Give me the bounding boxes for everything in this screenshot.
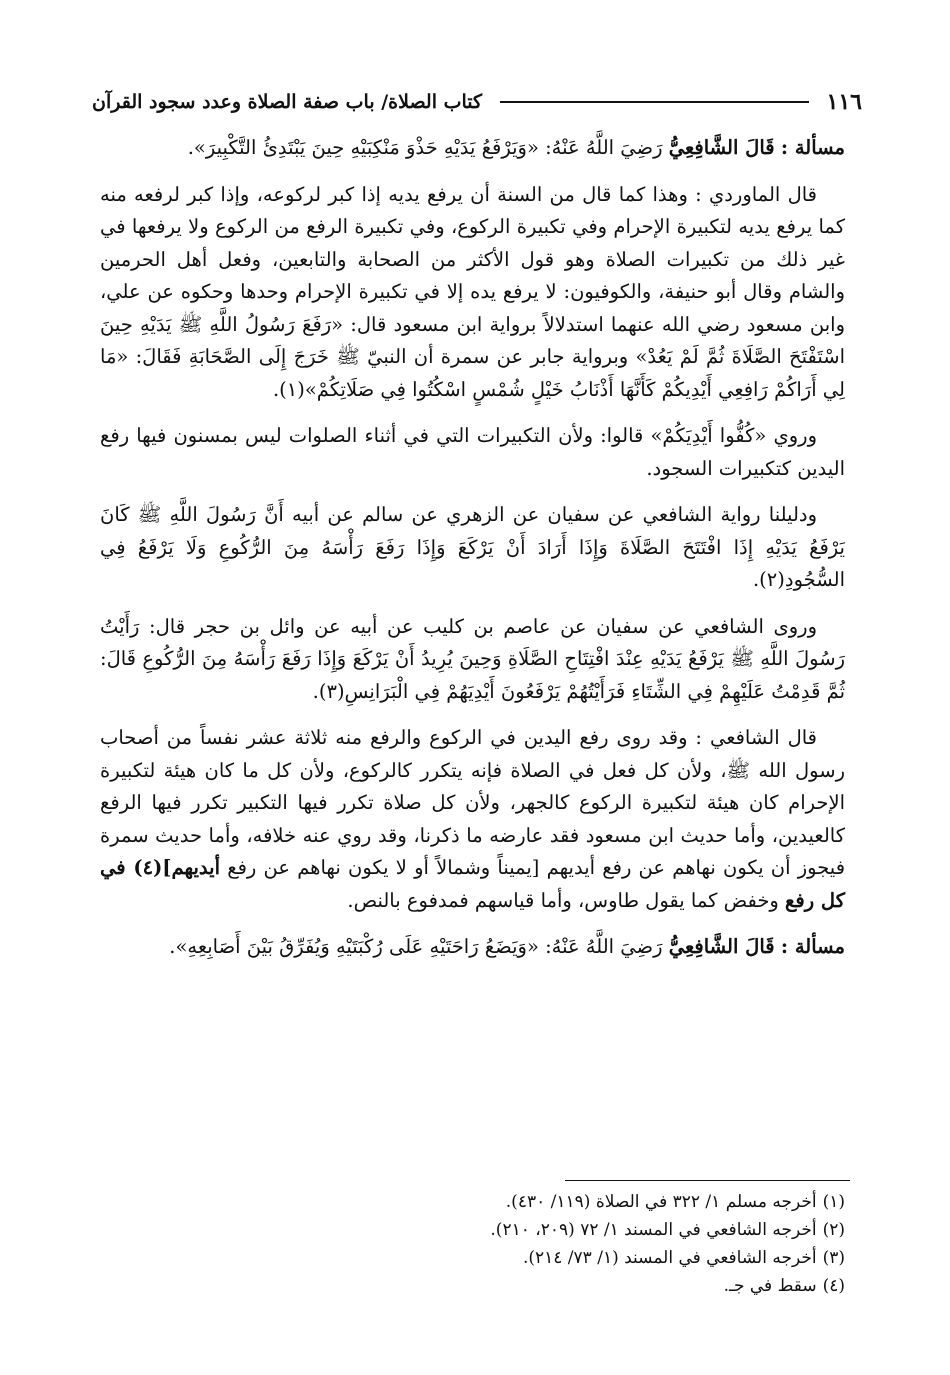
footnote-separator (565, 1180, 850, 1181)
footnote-number: (١) (822, 1192, 845, 1212)
footnote-number: (٢) (822, 1220, 845, 1240)
paragraph: ودليلنا رواية الشافعي عن سفيان عن الزهري عن سالم عن أبيه أَنَّ رَسُولَ اللَّهِ ﷺ كَانَ يَرْفَعُ يَدَيْهِ إِذَا افْتَتَحَ الصَّلَاةَ وَإِذَا أَرَادَ أَنْ يَرْكَعَ وَإِذَا رَفَعَ رَأْسَهُ مِنَ الرُّكُوعِ وَلَا يَرْفَعُ فِي السُّجُودِ(٢). (100, 503, 845, 591)
paragraph: وروي «كُفُّوا أَيْدِيَكُمْ» قالوا: ولأن التكبيرات التي في أثناء الصلوات ليس بمسنون فيها رفع اليدين كتكبيرات السجود. (100, 424, 845, 480)
masala-2 (100, 931, 845, 964)
footnote-text: أخرجه مسلم ١/ ٣٢٢ في الصلاة (١١٩/ ٤٣٠). (505, 1192, 817, 1212)
masala-text: رَضِيَ اللَّهُ عَنْهُ: «وَيَضَعُ رَاحَتَيْهِ عَلَى رُكْبَتَيْهِ وَيُفَرِّقُ بَيْنَ أَصَابِعِهِ». (169, 935, 663, 958)
footnotes (100, 1188, 845, 1300)
header-title: كتاب الصلاة/ باب صفة الصلاة وعدد سجود القرآن (92, 91, 483, 113)
footnote (100, 1216, 845, 1244)
main-text (100, 132, 845, 978)
paragraph: وروى الشافعي عن سفيان عن عاصم بن كليب عن أبيه عن وائل بن حجر قال: رَأَيْتُ رَسُولَ اللَّهِ ﷺ يَرْفَعُ يَدَيْهِ عِنْدَ افْتِتَاحِ الصَّلَاةِ وَحِينَ يُرِيدُ أَنْ يَرْكَعَ وَإِذَا رَفَعَ رَأْسَهُ مِنَ الرُّكُوعِ قَالَ: ثُمَّ قَدِمْتُ عَلَيْهِمْ فِي الشِّتَاءِ فَرَأَيْتُهُمْ يَرْفَعُونَ أَيْدِيَهُمْ فِي الْبَرَانِسِ(٣). (100, 614, 845, 703)
masala-text: رَضِيَ اللَّهُ عَنْهُ: «وَيَرْفَعُ يَدَيْهِ حَذْوَ مَنْكِبَيْهِ حِينَ يَبْتَدِئُ التَّكْبِيرَ». (187, 136, 663, 159)
footnote (100, 1244, 845, 1272)
paragraph-text: قال الشافعي : وقد روى رفع اليدين في الركوع والرفع منه ثلاثة عشر نفساً من أصحاب رسول الله ﷺ، ولأن كل فعل في الصلاة فإنه يتكرر كالركوع، ولأن كل ما كان هيئة لتكبيرة الإحرام كان هيئة لتكبيرة الركوع كالجهر، ولأن كل صلاة تكرر فيها التكبير تكرر فيها الرفع كالعيدين، وأما حديث ابن مسعود فقد عارضه ما ذكرنا، وقد روي عنه خلافه، وأما حديث سمرة فيجوز أن يكون نهاهم عن رفع أيديهم [يميناً وشمالاً أو لا يكون نهاهم عن رفع (100, 726, 846, 879)
page-number: ١١٦ (826, 89, 862, 115)
bold-phrase: أيديهم](٤) في كل رفع (100, 856, 845, 912)
masala-1 (100, 132, 845, 165)
speaker: قَالَ الشَّافِعِيُّ (668, 935, 775, 958)
footnote-text: سقط في جـ. (723, 1276, 817, 1296)
footnote (100, 1188, 845, 1216)
footnote-number: (٣) (822, 1248, 845, 1268)
speaker: قَالَ الشَّافِعِيُّ (668, 136, 775, 159)
masala-label: مسألة : (780, 136, 845, 159)
footnote-text: أخرجه الشافعي في المسند (١/ ٧٣/ ٢١٤). (522, 1248, 817, 1268)
header-rule (500, 101, 808, 103)
footnote-text: أخرجه الشافعي في المسند ١/ ٧٢ (٢٠٩، ٢١٠). (490, 1220, 817, 1240)
footnote (100, 1272, 845, 1300)
paragraph-tail: وخفض كما يقول طاوس، وأما قياسهم فمدفوع بالنص. (347, 888, 779, 912)
running-header (92, 82, 862, 122)
paragraph: قال الماوردي : وهذا كما قال من السنة أن يرفع يديه إذا كبر لركوعه، وإذا كبر لرفعه منه كما يرفع يديه لتكبيرة الإحرام وفي تكبيرة الركوع، وفي تكبيرة الرفع من الركوع ولا يرفعها في غير ذلك من تكبيرات الصلاة وهو قول الأكثر من الصحابة والتابعين، وفعل أهل الحرمين والشام وقال أبو حنيفة، والكوفيون: لا يرفع يده إلا في تكبيرة الإحرام وحدها وحكوه عن علي، وابن مسعود رضي الله عنهما استدلالاً برواية ابن مسعود قال: «رَفَعَ رَسُولُ اللَّهِ ﷺ يَدَيْهِ حِينَ اسْتَفْتَحَ الصَّلَاةَ ثُمَّ لَمْ يَعُدْ» وبرواية جابر عن سمرة أن النبيّ ﷺ خَرَجَ إِلَى الصَّحَابَةِ فَقَالَ: «مَا لِي أَرَاكُمْ رَافِعِي أَيْدِيكُمْ كَأَنَّهَا أَذْنَابُ خَيْلٍ شُمْسٍ اسْكُتُوا فِي صَلَاتِكُمْ»(١). (100, 182, 845, 401)
paragraph (100, 722, 845, 917)
masala-label: مسألة : (780, 935, 845, 958)
footnote-number: (٤) (822, 1276, 845, 1296)
